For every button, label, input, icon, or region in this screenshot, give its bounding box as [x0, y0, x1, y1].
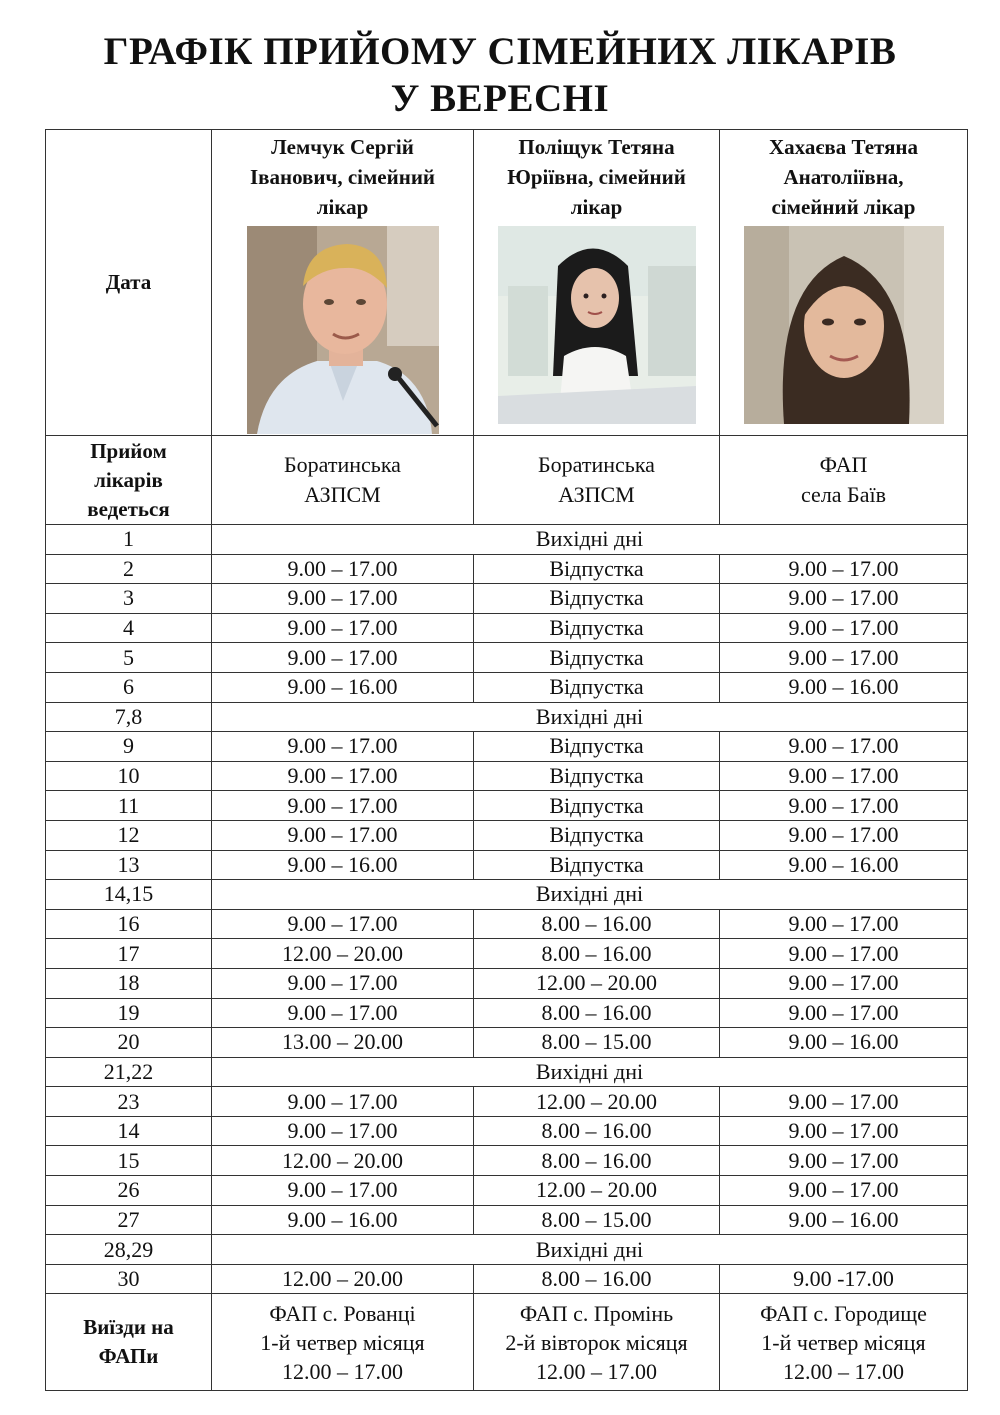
- visits-label-line: Виїзди на: [83, 1315, 174, 1340]
- visit-cell: [474, 1294, 720, 1391]
- hours-cell: 9.00 – 17.00: [720, 643, 968, 673]
- hours-cell: Відпустка: [474, 850, 720, 880]
- schedule-row: [46, 1235, 968, 1265]
- hours-cell: 9.00 – 17.00: [212, 998, 474, 1028]
- hours-cell: Відпустка: [474, 613, 720, 643]
- hours-cell: 9.00 – 17.00: [720, 554, 968, 584]
- hours-cell: 9.00 – 17.00: [720, 761, 968, 791]
- hours-cell: Відпустка: [474, 584, 720, 614]
- hours-cell: 8.00 – 15.00: [474, 1028, 720, 1058]
- hours-cell: 9.00 – 17.00: [720, 909, 968, 939]
- weekend-cell: Вихідні дні: [212, 1057, 968, 1087]
- visits-row: [46, 1294, 968, 1391]
- hours-cell: 9.00 – 16.00: [720, 850, 968, 880]
- doctor-name-line: Лемчук Сергій: [271, 135, 414, 159]
- day-cell: 14: [46, 1116, 212, 1146]
- doctor-name: [474, 130, 719, 222]
- schedule-row: [46, 1146, 968, 1176]
- visit-line: ФАП с. Городище: [760, 1300, 927, 1326]
- schedule-row: [46, 761, 968, 791]
- hours-cell: 9.00 – 17.00: [720, 820, 968, 850]
- hours-cell: 9.00 – 16.00: [212, 850, 474, 880]
- visit-cell: [720, 1294, 968, 1391]
- schedule-row: [46, 732, 968, 762]
- doctor-name-line: Поліщук Тетяна: [518, 135, 675, 159]
- doctor-name: [212, 130, 473, 222]
- hours-cell: 9.00 – 17.00: [720, 968, 968, 998]
- hours-cell: 9.00 – 17.00: [720, 732, 968, 762]
- doctor-name-line: Іванович, сімейний: [249, 165, 436, 189]
- schedule-row: [46, 968, 968, 998]
- hours-cell: 9.00 – 17.00: [212, 820, 474, 850]
- hours-cell: 9.00 – 17.00: [720, 1146, 968, 1176]
- visits-label-line: ФАПи: [98, 1344, 159, 1369]
- schedule-row: [46, 1087, 968, 1117]
- day-cell: 1: [46, 525, 212, 555]
- day-cell: 27: [46, 1205, 212, 1235]
- location-label: [46, 436, 212, 525]
- day-cell: 16: [46, 909, 212, 939]
- visit-line: ФАП с. Промінь: [519, 1300, 674, 1326]
- day-cell: 30: [46, 1264, 212, 1294]
- day-cell: 23: [46, 1087, 212, 1117]
- doctor-name-line: лікар: [316, 195, 369, 219]
- doctor-name-line: сімейний лікар: [771, 195, 916, 219]
- hours-cell: 9.00 – 17.00: [720, 1087, 968, 1117]
- visit-line: 2-й вівторок місяця: [505, 1329, 688, 1355]
- hours-cell: 8.00 – 16.00: [474, 998, 720, 1028]
- day-cell: 9: [46, 732, 212, 762]
- visit-line: 12.00 – 17.00: [536, 1358, 657, 1384]
- schedule-row: [46, 1264, 968, 1294]
- location-line: Боратинська: [538, 452, 655, 477]
- hours-cell: 8.00 – 16.00: [474, 1264, 720, 1294]
- schedule-row: [46, 643, 968, 673]
- hours-cell: Відпустка: [474, 672, 720, 702]
- visit-line: 1-й четвер місяця: [761, 1329, 926, 1355]
- schedule-row: [46, 525, 968, 555]
- doctor-header-3: [720, 130, 968, 436]
- schedule-row: [46, 1116, 968, 1146]
- location-line: ФАП: [819, 452, 868, 477]
- doctor-photo-female: [744, 226, 944, 424]
- hours-cell: 9.00 – 17.00: [212, 643, 474, 673]
- visit-line: 12.00 – 17.00: [282, 1358, 403, 1384]
- weekend-cell: Вихідні дні: [212, 1235, 968, 1265]
- hours-cell: Відпустка: [474, 643, 720, 673]
- hours-cell: 8.00 – 16.00: [474, 1146, 720, 1176]
- hours-cell: 9.00 – 17.00: [720, 791, 968, 821]
- location-row: [46, 436, 968, 525]
- hours-cell: Відпустка: [474, 791, 720, 821]
- schedule-row: [46, 791, 968, 821]
- hours-cell: 9.00 – 17.00: [212, 613, 474, 643]
- day-cell: 12: [46, 820, 212, 850]
- hours-cell: 8.00 – 16.00: [474, 1116, 720, 1146]
- schedule-row: [46, 702, 968, 732]
- visit-cell: [212, 1294, 474, 1391]
- visit-line: ФАП с. Рованці: [269, 1300, 416, 1326]
- schedule-row: [46, 554, 968, 584]
- day-cell: 11: [46, 791, 212, 821]
- page-title: [0, 28, 1000, 122]
- day-cell: 19: [46, 998, 212, 1028]
- schedule-row: [46, 1205, 968, 1235]
- location-cell: [212, 436, 474, 525]
- hours-cell: 9.00 – 17.00: [720, 1176, 968, 1206]
- schedule-row: [46, 880, 968, 910]
- hours-cell: Відпустка: [474, 732, 720, 762]
- location-line: АЗПСМ: [558, 482, 635, 507]
- day-cell: 15: [46, 1146, 212, 1176]
- schedule-row: [46, 584, 968, 614]
- hours-cell: 9.00 – 17.00: [720, 613, 968, 643]
- visit-line: 1-й четвер місяця: [260, 1329, 425, 1355]
- hours-cell: 9.00 – 17.00: [212, 1087, 474, 1117]
- weekend-cell: Вихідні дні: [212, 880, 968, 910]
- hours-cell: 9.00 – 17.00: [720, 584, 968, 614]
- location-label-line: Прийом: [90, 438, 167, 463]
- hours-cell: 9.00 – 17.00: [212, 1176, 474, 1206]
- hours-cell: 9.00 – 16.00: [720, 672, 968, 702]
- doctor-name-line: Хахаєва Тетяна: [768, 135, 919, 159]
- hours-cell: 9.00 – 17.00: [720, 1116, 968, 1146]
- doctor-name-line: лікар: [570, 195, 623, 219]
- hours-cell: 9.00 – 17.00: [212, 554, 474, 584]
- location-line: АЗПСМ: [304, 482, 381, 507]
- hours-cell: 13.00 – 20.00: [212, 1028, 474, 1058]
- hours-cell: Відпустка: [474, 761, 720, 791]
- hours-cell: 9.00 -17.00: [720, 1264, 968, 1294]
- day-cell: 3: [46, 584, 212, 614]
- doctor-photo-female: [498, 226, 696, 424]
- location-cell: [720, 436, 968, 525]
- schedule-row: [46, 850, 968, 880]
- location-line: Боратинська: [284, 452, 401, 477]
- doctor-photo-male: [247, 226, 439, 434]
- location-cell: [474, 436, 720, 525]
- day-cell: 6: [46, 672, 212, 702]
- hours-cell: 9.00 – 17.00: [212, 584, 474, 614]
- hours-cell: Відпустка: [474, 554, 720, 584]
- doctor-name: [720, 130, 967, 222]
- day-cell: 28,29: [46, 1235, 212, 1265]
- hours-cell: 12.00 – 20.00: [474, 1176, 720, 1206]
- visits-label: [46, 1294, 212, 1391]
- schedule-row: [46, 909, 968, 939]
- hours-cell: 12.00 – 20.00: [212, 1264, 474, 1294]
- hours-cell: 12.00 – 20.00: [474, 968, 720, 998]
- hours-cell: 9.00 – 17.00: [212, 761, 474, 791]
- schedule-row: [46, 613, 968, 643]
- hours-cell: 9.00 – 17.00: [212, 732, 474, 762]
- schedule-row: [46, 939, 968, 969]
- title-line-2: У ВЕРЕСНІ: [390, 77, 610, 120]
- hours-cell: 9.00 – 17.00: [212, 791, 474, 821]
- hours-cell: 9.00 – 17.00: [720, 998, 968, 1028]
- hours-cell: 8.00 – 15.00: [474, 1205, 720, 1235]
- hours-cell: 8.00 – 16.00: [474, 939, 720, 969]
- weekend-cell: Вихідні дні: [212, 525, 968, 555]
- hours-cell: 12.00 – 20.00: [474, 1087, 720, 1117]
- hours-cell: 12.00 – 20.00: [212, 1146, 474, 1176]
- hours-cell: 9.00 – 17.00: [212, 1116, 474, 1146]
- hours-cell: 9.00 – 16.00: [212, 1205, 474, 1235]
- hours-cell: 9.00 – 16.00: [212, 672, 474, 702]
- hours-cell: 9.00 – 17.00: [720, 939, 968, 969]
- day-cell: 14,15: [46, 880, 212, 910]
- location-line: села Баїв: [801, 482, 886, 507]
- day-cell: 21,22: [46, 1057, 212, 1087]
- hours-cell: 8.00 – 16.00: [474, 909, 720, 939]
- hours-cell: 9.00 – 17.00: [212, 968, 474, 998]
- schedule-row: [46, 998, 968, 1028]
- day-cell: 10: [46, 761, 212, 791]
- doctor-header-row: [46, 130, 968, 436]
- schedule-table: [45, 129, 968, 1391]
- schedule-row: [46, 820, 968, 850]
- day-cell: 4: [46, 613, 212, 643]
- location-label-line: лікарів: [94, 467, 163, 492]
- weekend-cell: Вихідні дні: [212, 702, 968, 732]
- hours-cell: 9.00 – 16.00: [720, 1028, 968, 1058]
- day-cell: 17: [46, 939, 212, 969]
- location-label-line: ведеться: [87, 496, 170, 521]
- doctor-name-line: Анатоліївна,: [783, 165, 904, 189]
- title-line-1: ГРАФІК ПРИЙОМУ СІМЕЙНИХ ЛІКАРІВ: [103, 30, 897, 73]
- day-cell: 7,8: [46, 702, 212, 732]
- visit-line: 12.00 – 17.00: [783, 1358, 904, 1384]
- schedule-row: [46, 1176, 968, 1206]
- hours-cell: 9.00 – 16.00: [720, 1205, 968, 1235]
- day-cell: 2: [46, 554, 212, 584]
- hours-cell: 12.00 – 20.00: [212, 939, 474, 969]
- schedule-row: [46, 672, 968, 702]
- doctor-header-2: [474, 130, 720, 436]
- schedule-row: [46, 1057, 968, 1087]
- hours-cell: Відпустка: [474, 820, 720, 850]
- date-header: Дата: [46, 130, 212, 436]
- schedule-row: [46, 1028, 968, 1058]
- day-cell: 5: [46, 643, 212, 673]
- doctor-name-line: Юріївна, сімейний: [507, 165, 686, 189]
- day-cell: 13: [46, 850, 212, 880]
- day-cell: 18: [46, 968, 212, 998]
- doctor-header-1: [212, 130, 474, 436]
- day-cell: 26: [46, 1176, 212, 1206]
- hours-cell: 9.00 – 17.00: [212, 909, 474, 939]
- day-cell: 20: [46, 1028, 212, 1058]
